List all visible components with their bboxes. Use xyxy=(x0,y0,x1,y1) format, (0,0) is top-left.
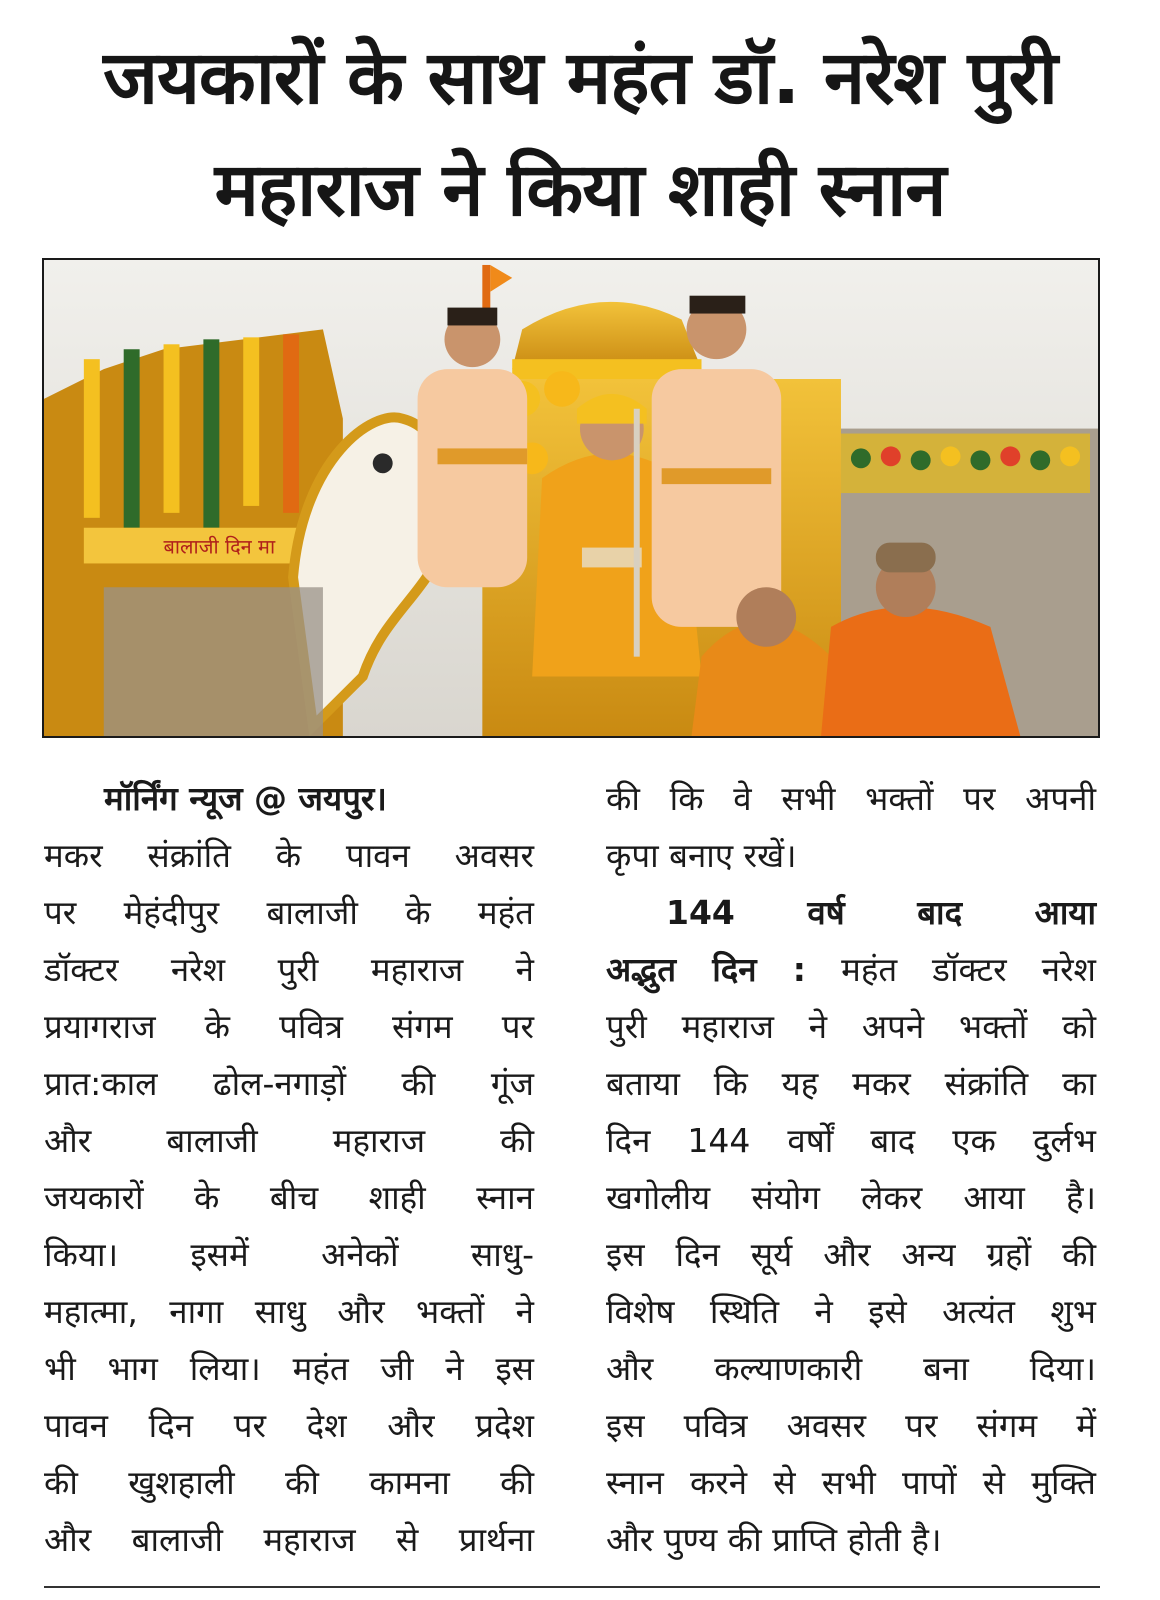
body-line: बताया कि यह मकर संक्रांति का xyxy=(606,1064,1096,1103)
body-line: और पुण्य की प्राप्ति होती है। xyxy=(606,1520,942,1559)
body-line: और कल्याणकारी बना दिया। xyxy=(606,1349,1096,1388)
body-line: और बालाजी महाराज की xyxy=(44,1121,534,1160)
headline-line-2: महाराज ने किया शाही स्नान xyxy=(214,147,946,233)
subheading: 144 वर्ष बाद आया xyxy=(666,893,1096,932)
body-line: महात्मा, नागा साधु और भक्तों ने xyxy=(44,1292,534,1331)
subheading-line xyxy=(606,941,1096,998)
dateline: मॉर्निंग न्यूज @ जयपुर। xyxy=(104,779,387,818)
body-line: डॉक्टर नरेश पुरी महाराज ने xyxy=(44,950,534,989)
float-banner-text: बालाजी दिन मा xyxy=(163,535,276,559)
body-line: खगोलीय संयोग लेकर आया है। xyxy=(606,1178,1096,1217)
body-line: स्नान करने से सभी पापों से मुक्ति xyxy=(606,1463,1096,1502)
foreground-crowd xyxy=(104,587,323,736)
body-line: किया। इसमें अनेकों साधु- xyxy=(44,1235,534,1274)
body-line: की खुशहाली की कामना की xyxy=(44,1463,534,1502)
article-column-left xyxy=(44,770,534,1568)
body-line: जयकारों के बीच शाही स्नान xyxy=(44,1178,534,1217)
body-line: इस दिन सूर्य और अन्य ग्रहों की xyxy=(606,1235,1096,1274)
procession-photo-illustration xyxy=(44,260,1098,736)
subheading-bold: अद्भुत दिन : xyxy=(606,950,806,989)
body-line: पावन दिन पर देश और प्रदेश xyxy=(44,1406,534,1445)
body-line: पर मेहंदीपुर बालाजी के महंत xyxy=(44,893,534,932)
body-line: दिन 144 वर्षों बाद एक दुर्लभ xyxy=(606,1121,1096,1160)
body-line: भी भाग लिया। महंत जी ने इस xyxy=(44,1349,534,1388)
body-line: प्रात:काल ढोल-नगाड़ों की गूंज xyxy=(44,1064,534,1103)
body-line: की कि वे सभी भक्तों पर अपनी xyxy=(606,779,1096,818)
headline xyxy=(30,22,1130,246)
body-line: मकर संक्रांति के पावन अवसर xyxy=(44,836,534,875)
headline-line-1: जयकारों के साथ महंत डॉ. नरेश पुरी xyxy=(103,35,1057,121)
body-line: प्रयागराज के पवित्र संगम पर xyxy=(44,1007,534,1046)
body-line: कृपा बनाए रखें। xyxy=(606,836,797,875)
article-column-right xyxy=(606,770,1096,1568)
bottom-rule xyxy=(44,1586,1100,1588)
subheading-rest: महंत डॉक्टर नरेश xyxy=(805,950,1097,989)
body-line: विशेष स्थिति ने इसे अत्यंत शुभ xyxy=(606,1292,1096,1331)
body-line: और बालाजी महाराज से प्रार्थना xyxy=(44,1520,534,1559)
body-line: इस पवित्र अवसर पर संगम में xyxy=(606,1406,1096,1445)
news-photo xyxy=(42,258,1100,738)
body-line: पुरी महाराज ने अपने भक्तों को xyxy=(606,1007,1096,1046)
right-float-canopy xyxy=(841,434,1090,494)
